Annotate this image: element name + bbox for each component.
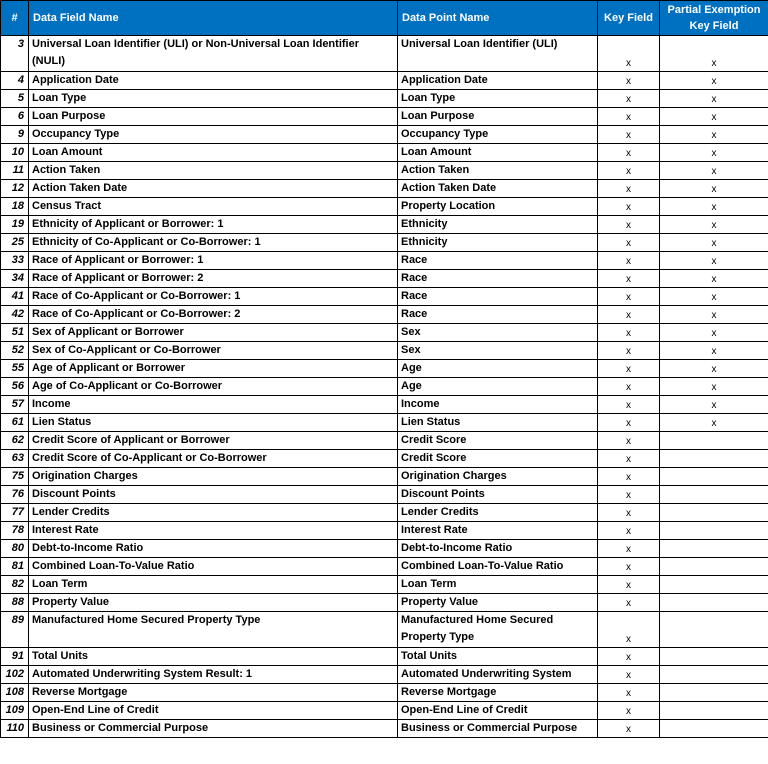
data-point-name-cell: Universal Loan Identifier (ULI) (398, 36, 598, 72)
partial-exemption-mark: x (660, 180, 768, 198)
table-row (1, 126, 768, 144)
row-number: 81 (1, 558, 29, 576)
data-point-name-cell: Loan Amount (398, 144, 598, 162)
partial-exemption-mark (660, 612, 768, 648)
table-row (1, 684, 768, 702)
partial-exemption-mark: x (660, 72, 768, 90)
data-field-name-cell: Occupancy Type (29, 126, 398, 144)
key-field-mark: x (598, 108, 660, 126)
partial-exemption-mark (660, 666, 768, 684)
header-data-point-name: Data Point Name (398, 1, 598, 36)
data-point-name-cell: Credit Score (398, 432, 598, 450)
data-point-name-cell: Loan Purpose (398, 108, 598, 126)
row-number: 6 (1, 108, 29, 126)
key-field-mark: x (598, 576, 660, 594)
header-key-field: Key Field (598, 1, 660, 36)
table-row (1, 468, 768, 486)
row-number: 52 (1, 342, 29, 360)
data-field-name-cell: Action Taken (29, 162, 398, 180)
table-row (1, 216, 768, 234)
data-field-name-cell: Loan Amount (29, 144, 398, 162)
row-number: 55 (1, 360, 29, 378)
data-point-name-cell: Discount Points (398, 486, 598, 504)
data-field-name-cell: Automated Underwriting System Result: 1 (29, 666, 398, 684)
row-number: 18 (1, 198, 29, 216)
key-field-mark: x (598, 486, 660, 504)
key-field-mark: x (598, 342, 660, 360)
data-field-name-cell: Property Value (29, 594, 398, 612)
key-field-mark: x (598, 612, 660, 648)
table-row (1, 666, 768, 684)
row-number: 63 (1, 450, 29, 468)
row-number: 34 (1, 270, 29, 288)
partial-exemption-mark: x (660, 324, 768, 342)
key-field-mark: x (598, 72, 660, 90)
data-point-name-cell: Sex (398, 342, 598, 360)
data-field-name-cell: Loan Purpose (29, 108, 398, 126)
row-number: 109 (1, 702, 29, 720)
data-point-name-cell: Action Taken Date (398, 180, 598, 198)
data-point-name-cell: Property Value (398, 594, 598, 612)
data-point-name-cell: Action Taken (398, 162, 598, 180)
data-point-name-cell: Debt-to-Income Ratio (398, 540, 598, 558)
data-point-name-cell: Income (398, 396, 598, 414)
row-number: 19 (1, 216, 29, 234)
row-number: 89 (1, 612, 29, 648)
data-point-name-cell: Ethnicity (398, 234, 598, 252)
row-number: 4 (1, 72, 29, 90)
partial-exemption-mark: x (660, 414, 768, 432)
data-point-name-cell: Manufactured Home Secured Property Type (398, 612, 598, 648)
table-row (1, 612, 768, 648)
table-row (1, 342, 768, 360)
table-row (1, 504, 768, 522)
row-number: 61 (1, 414, 29, 432)
table-row (1, 180, 768, 198)
key-field-mark: x (598, 252, 660, 270)
data-point-name-cell: Combined Loan-To-Value Ratio (398, 558, 598, 576)
key-field-mark: x (598, 162, 660, 180)
partial-exemption-mark (660, 486, 768, 504)
partial-exemption-mark (660, 594, 768, 612)
table-row (1, 396, 768, 414)
key-field-mark: x (598, 666, 660, 684)
data-field-name-cell: Sex of Co-Applicant or Co-Borrower (29, 342, 398, 360)
table-row (1, 486, 768, 504)
table-row (1, 702, 768, 720)
key-field-mark: x (598, 378, 660, 396)
table-row (1, 90, 768, 108)
key-field-mark: x (598, 270, 660, 288)
data-field-name-cell: Age of Applicant or Borrower (29, 360, 398, 378)
key-field-mark: x (598, 432, 660, 450)
data-field-name-cell: Census Tract (29, 198, 398, 216)
partial-exemption-mark (660, 576, 768, 594)
partial-exemption-mark: x (660, 144, 768, 162)
data-field-name-cell: Discount Points (29, 486, 398, 504)
data-point-name-cell: Business or Commercial Purpose (398, 720, 598, 738)
data-field-name-cell: Application Date (29, 72, 398, 90)
data-point-name-cell: Automated Underwriting System (398, 666, 598, 684)
partial-exemption-mark (660, 684, 768, 702)
key-field-mark: x (598, 558, 660, 576)
row-number: 102 (1, 666, 29, 684)
data-field-name-cell: Ethnicity of Applicant or Borrower: 1 (29, 216, 398, 234)
key-field-mark: x (598, 234, 660, 252)
partial-exemption-mark: x (660, 216, 768, 234)
partial-exemption-mark: x (660, 126, 768, 144)
table-row (1, 324, 768, 342)
data-point-name-cell: Occupancy Type (398, 126, 598, 144)
data-field-name-cell: Combined Loan-To-Value Ratio (29, 558, 398, 576)
partial-exemption-mark: x (660, 36, 768, 72)
key-field-mark: x (598, 414, 660, 432)
key-field-mark: x (598, 360, 660, 378)
data-field-name-cell: Credit Score of Co-Applicant or Co-Borrower (29, 450, 398, 468)
row-number: 33 (1, 252, 29, 270)
key-field-mark: x (598, 522, 660, 540)
table-row (1, 450, 768, 468)
partial-exemption-mark: x (660, 306, 768, 324)
table-row (1, 414, 768, 432)
data-point-name-cell: Ethnicity (398, 216, 598, 234)
row-number: 62 (1, 432, 29, 450)
table-row (1, 558, 768, 576)
data-field-name-cell: Business or Commercial Purpose (29, 720, 398, 738)
header-data-field-name: Data Field Name (29, 1, 398, 36)
data-point-name-cell: Reverse Mortgage (398, 684, 598, 702)
partial-exemption-mark: x (660, 270, 768, 288)
data-point-name-cell: Property Location (398, 198, 598, 216)
row-number: 3 (1, 36, 29, 72)
key-field-mark: x (598, 144, 660, 162)
data-field-name-cell: Loan Term (29, 576, 398, 594)
header-number: # (1, 1, 29, 36)
data-point-name-cell: Loan Type (398, 90, 598, 108)
key-field-mark: x (598, 504, 660, 522)
table-row (1, 306, 768, 324)
data-field-name-cell: Total Units (29, 648, 398, 666)
table-row (1, 720, 768, 738)
partial-exemption-mark (660, 468, 768, 486)
data-field-name-cell: Manufactured Home Secured Property Type (29, 612, 398, 648)
data-field-name-cell: Interest Rate (29, 522, 398, 540)
data-field-name-cell: Origination Charges (29, 468, 398, 486)
data-field-name-cell: Race of Co-Applicant or Co-Borrower: 1 (29, 288, 398, 306)
key-field-mark: x (598, 396, 660, 414)
row-number: 25 (1, 234, 29, 252)
data-point-name-cell: Lender Credits (398, 504, 598, 522)
row-number: 57 (1, 396, 29, 414)
key-field-mark: x (598, 180, 660, 198)
table-row (1, 252, 768, 270)
row-number: 82 (1, 576, 29, 594)
table-row (1, 36, 768, 72)
key-field-mark: x (598, 540, 660, 558)
table-row (1, 540, 768, 558)
data-point-name-cell: Lien Status (398, 414, 598, 432)
partial-exemption-mark: x (660, 162, 768, 180)
data-point-name-cell: Interest Rate (398, 522, 598, 540)
data-field-name-cell: Race of Co-Applicant or Co-Borrower: 2 (29, 306, 398, 324)
data-point-name-cell: Total Units (398, 648, 598, 666)
table-row (1, 360, 768, 378)
key-field-mark: x (598, 702, 660, 720)
data-point-name-cell: Race (398, 288, 598, 306)
row-number: 12 (1, 180, 29, 198)
table-row (1, 270, 768, 288)
data-point-name-cell: Sex (398, 324, 598, 342)
row-number: 56 (1, 378, 29, 396)
data-field-name-cell: Lender Credits (29, 504, 398, 522)
header-partial-exemption-key-field: Partial Exemption Key Field (660, 1, 768, 36)
row-number: 41 (1, 288, 29, 306)
partial-exemption-mark: x (660, 396, 768, 414)
partial-exemption-mark: x (660, 108, 768, 126)
data-point-name-cell: Race (398, 252, 598, 270)
row-number: 88 (1, 594, 29, 612)
row-number: 75 (1, 468, 29, 486)
key-field-mark: x (598, 450, 660, 468)
key-field-mark: x (598, 288, 660, 306)
data-field-name-cell: Debt-to-Income Ratio (29, 540, 398, 558)
partial-exemption-mark (660, 720, 768, 738)
table-row (1, 522, 768, 540)
row-number: 10 (1, 144, 29, 162)
table-row (1, 576, 768, 594)
table-row (1, 288, 768, 306)
data-point-name-cell: Loan Term (398, 576, 598, 594)
data-field-name-cell: Universal Loan Identifier (ULI) or Non-Universal Loan Identifier (NULI) (29, 36, 398, 72)
table-row (1, 594, 768, 612)
partial-exemption-mark: x (660, 90, 768, 108)
data-field-name-cell: Loan Type (29, 90, 398, 108)
table-body (1, 36, 768, 738)
key-field-mark: x (598, 198, 660, 216)
data-point-name-cell: Race (398, 306, 598, 324)
row-number: 78 (1, 522, 29, 540)
data-point-name-cell: Race (398, 270, 598, 288)
data-field-name-cell: Credit Score of Applicant or Borrower (29, 432, 398, 450)
row-number: 80 (1, 540, 29, 558)
table-row (1, 378, 768, 396)
partial-exemption-mark (660, 648, 768, 666)
partial-exemption-mark: x (660, 252, 768, 270)
data-field-name-cell: Income (29, 396, 398, 414)
data-field-name-cell: Sex of Applicant or Borrower (29, 324, 398, 342)
data-point-name-cell: Credit Score (398, 450, 598, 468)
table-row (1, 198, 768, 216)
row-number: 5 (1, 90, 29, 108)
partial-exemption-mark: x (660, 198, 768, 216)
partial-exemption-mark: x (660, 288, 768, 306)
key-field-mark: x (598, 36, 660, 72)
row-number: 42 (1, 306, 29, 324)
data-field-name-cell: Ethnicity of Co-Applicant or Co-Borrower: 1 (29, 234, 398, 252)
table-row (1, 234, 768, 252)
data-point-name-cell: Origination Charges (398, 468, 598, 486)
key-field-mark: x (598, 126, 660, 144)
partial-exemption-mark (660, 432, 768, 450)
partial-exemption-mark: x (660, 234, 768, 252)
partial-exemption-mark: x (660, 342, 768, 360)
partial-exemption-mark (660, 522, 768, 540)
data-field-name-cell: Race of Applicant or Borrower: 1 (29, 252, 398, 270)
row-number: 9 (1, 126, 29, 144)
data-field-name-cell: Lien Status (29, 414, 398, 432)
data-field-name-cell: Age of Co-Applicant or Co-Borrower (29, 378, 398, 396)
table-row (1, 144, 768, 162)
partial-exemption-mark: x (660, 378, 768, 396)
row-number: 51 (1, 324, 29, 342)
data-field-name-cell: Race of Applicant or Borrower: 2 (29, 270, 398, 288)
row-number: 77 (1, 504, 29, 522)
partial-exemption-mark (660, 558, 768, 576)
key-field-mark: x (598, 684, 660, 702)
key-field-mark: x (598, 324, 660, 342)
partial-exemption-mark (660, 450, 768, 468)
key-field-mark: x (598, 306, 660, 324)
table-row (1, 648, 768, 666)
data-point-name-cell: Age (398, 378, 598, 396)
partial-exemption-mark (660, 540, 768, 558)
row-number: 110 (1, 720, 29, 738)
table-row (1, 108, 768, 126)
key-field-mark: x (598, 468, 660, 486)
key-field-mark: x (598, 594, 660, 612)
key-field-mark: x (598, 90, 660, 108)
partial-exemption-mark: x (660, 360, 768, 378)
data-field-name-cell: Reverse Mortgage (29, 684, 398, 702)
data-field-name-cell: Open-End Line of Credit (29, 702, 398, 720)
partial-exemption-mark (660, 702, 768, 720)
row-number: 76 (1, 486, 29, 504)
data-field-name-cell: Action Taken Date (29, 180, 398, 198)
data-point-name-cell: Age (398, 360, 598, 378)
table-row (1, 432, 768, 450)
table-row (1, 162, 768, 180)
header-row (1, 1, 768, 36)
data-point-name-cell: Open-End Line of Credit (398, 702, 598, 720)
key-field-mark: x (598, 216, 660, 234)
row-number: 108 (1, 684, 29, 702)
data-point-name-cell: Application Date (398, 72, 598, 90)
key-field-mark: x (598, 720, 660, 738)
row-number: 11 (1, 162, 29, 180)
row-number: 91 (1, 648, 29, 666)
key-field-mark: x (598, 648, 660, 666)
table-row (1, 72, 768, 90)
partial-exemption-mark (660, 504, 768, 522)
